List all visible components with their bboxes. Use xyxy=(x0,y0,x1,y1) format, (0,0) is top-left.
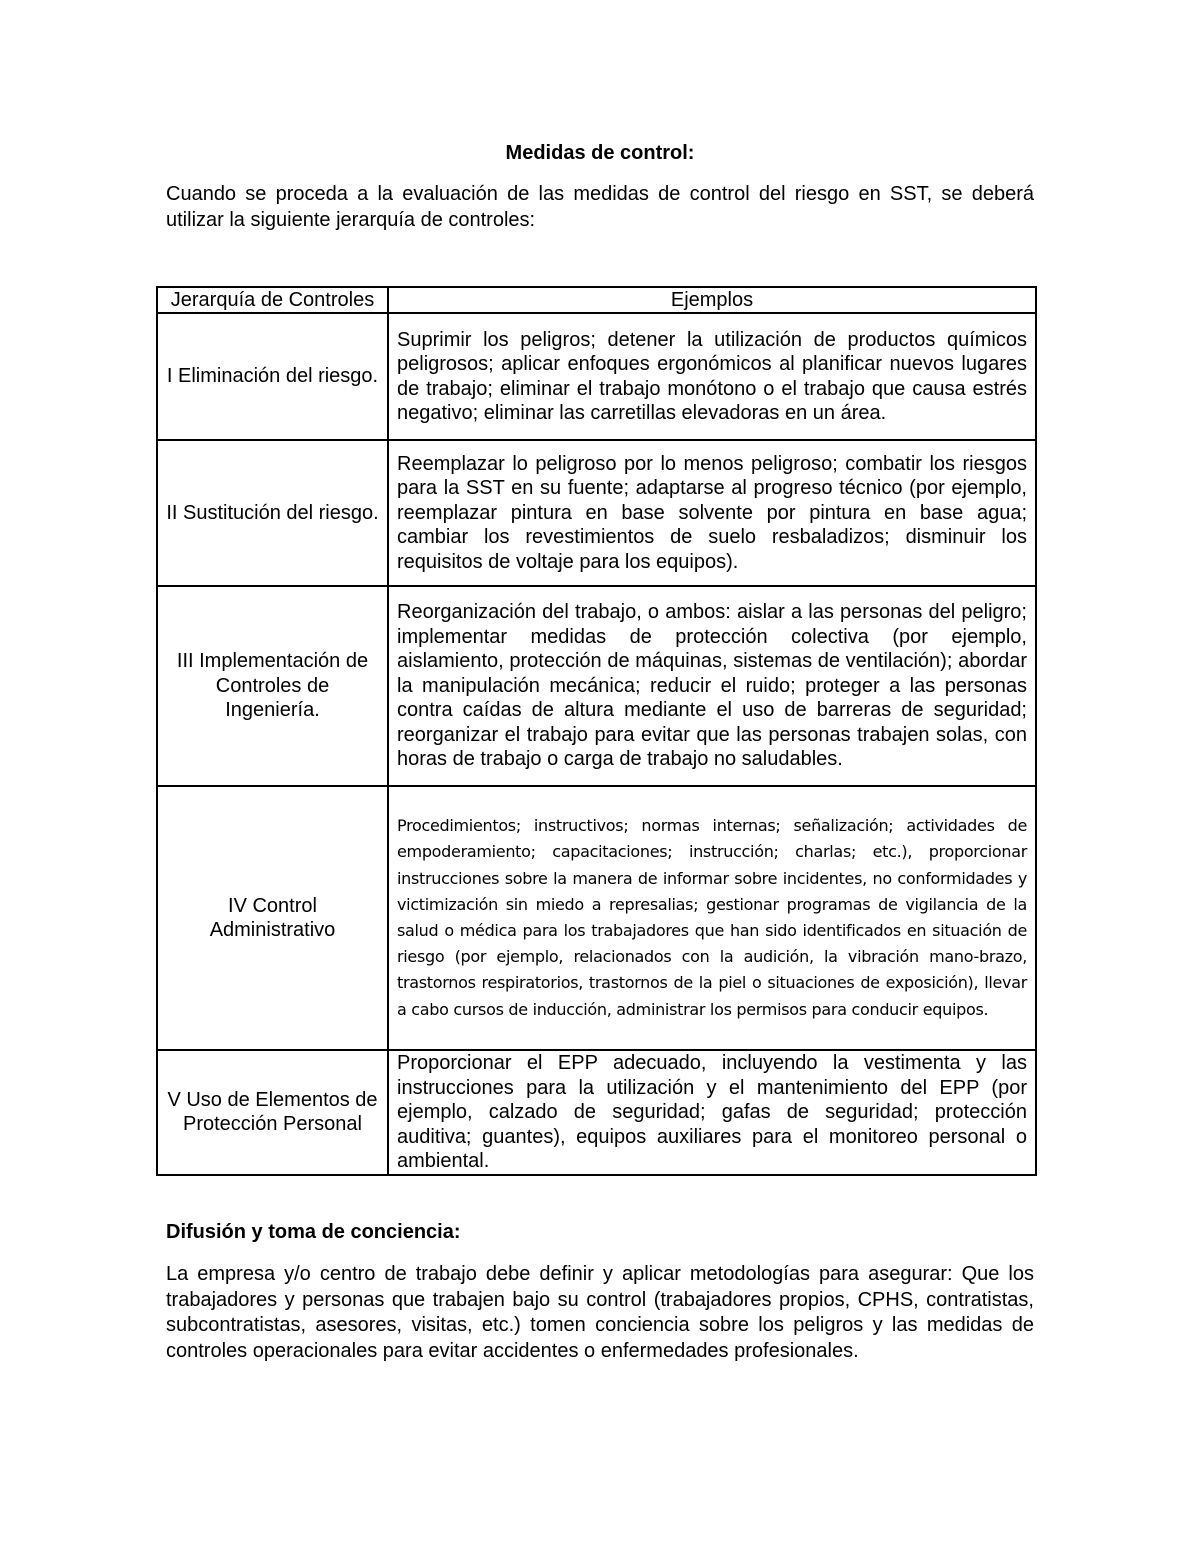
row-level: V Uso de Elementos de Protección Personal xyxy=(157,1050,388,1175)
table-row xyxy=(157,1050,1036,1175)
section-body: La empresa y/o centro de trabajo debe definir y aplicar metodologías para asegurar: Que los trabajadores y personas que trabajen bajo su control (trabajadores propios, CPHS, contratistas, subcontratistas, asesores, visitas, etc.) tomen conciencia sobre los peligros y las medidas de controles operacionales para evitar accidentes o enfermedades profesionales. xyxy=(166,1263,1034,1362)
row-examples: Suprimir los peligros; detener la utilización de productos químicos peligrosos; aplicar enfoques ergonómicos al planificar nuevos lugares de trabajo; eliminar el trabajo monótono o el trabajo que causa estrés negativo; eliminar las carretillas elevadoras en un área. xyxy=(388,313,1036,440)
row-examples: Reemplazar lo peligroso por lo menos peligroso; combatir los riesgos para la SST en su fuente; adaptarse al progreso técnico (por ejemplo, reemplazar pintura en base solvente por pintura en base agua; cambiar los revestimientos de suelo resbaladizos; disminuir los requisitos de voltaje para los equipos). xyxy=(388,440,1036,586)
page-title: Medidas de control: xyxy=(505,142,695,164)
row-examples: Reorganización del trabajo, o ambos: aislar a las personas del peligro; implementar medidas de protección colectiva (por ejemplo, aislamiento, protección de máquinas, sistemas de ventilación); abordar la manipulación mecánica; reducir el ruido; proteger a las personas contra caídas de altura mediante el uso de barreras de seguridad; reorganizar el trabajo para evitar que las personas trabajen solas, con horas de trabajo o carga de trabajo no saludables. xyxy=(388,586,1036,786)
table-row xyxy=(157,586,1036,786)
row-examples: Procedimientos; instructivos; normas internas; señalización; actividades de empoderamiento; capacitaciones; instrucción; charlas; etc.), proporcionar instrucciones sobre la manera de informar sobre incidentes, no conformidades y victimización sin miedo a represalias; gestionar programas de vigilancia de la salud o médica para los trabajadores que han sido identificados en situación de riesgo (por ejemplo, relacionados con la audición, la vibración mano-brazo, trastornos respiratorios, trastornos de la piel o situaciones de exposición), llevar a cabo cursos de inducción, administrar los permisos para conducir equipos. xyxy=(388,786,1036,1050)
row-level: III Implementación de Controles de Ingeniería. xyxy=(157,586,388,786)
row-level: II Sustitución del riesgo. xyxy=(157,440,388,586)
table-row xyxy=(157,440,1036,586)
row-level: I Eliminación del riesgo. xyxy=(157,313,388,440)
header-hierarchy: Jerarquía de Controles xyxy=(157,287,388,313)
table-row xyxy=(157,786,1036,1050)
table-row xyxy=(157,313,1036,440)
row-level: IV Control Administrativo xyxy=(157,786,388,1050)
intro-paragraph: Cuando se proceda a la evaluación de las medidas de control del riesgo en SST, se deberá utilizar la siguiente jerarquía de controles: xyxy=(166,183,1034,231)
controls-hierarchy-table xyxy=(156,286,1037,1176)
section-heading: Difusión y toma de conciencia: xyxy=(166,1221,461,1243)
header-examples: Ejemplos xyxy=(388,287,1036,313)
table-header-row xyxy=(157,287,1036,313)
row-examples: Proporcionar el EPP adecuado, incluyendo la vestimenta y las instrucciones para la utilización y el mantenimiento del EPP (por ejemplo, calzado de seguridad; gafas de seguridad; protección auditiva; guantes), equipos auxiliares para el monitoreo personal o ambiental. xyxy=(388,1050,1036,1175)
